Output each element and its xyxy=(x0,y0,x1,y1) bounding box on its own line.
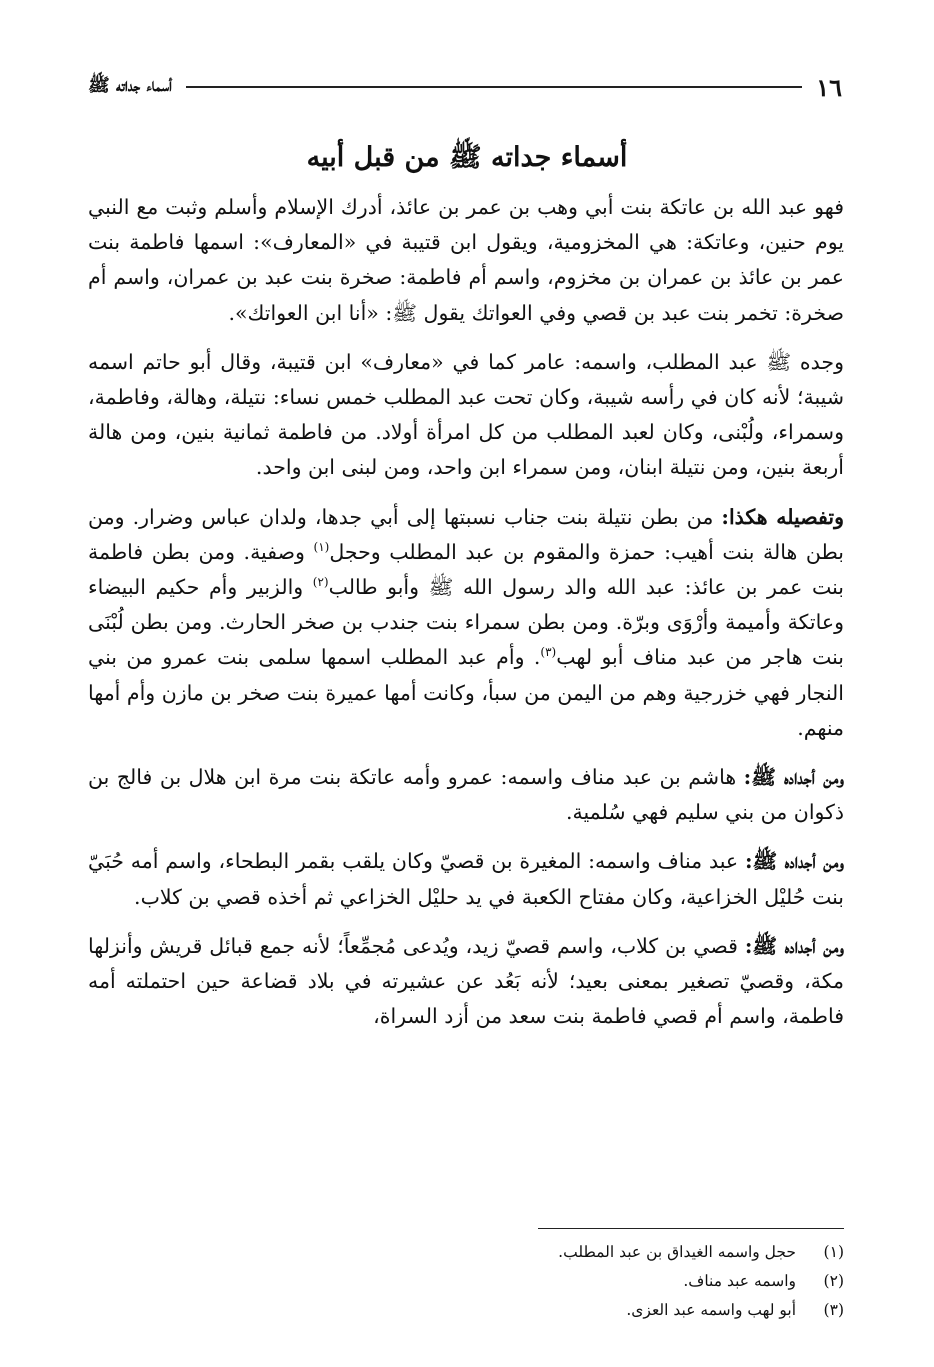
footnotes xyxy=(88,1238,844,1325)
paragraph-3 xyxy=(88,500,844,746)
paragraph-text: هاشم بن عبد مناف واسمه: عمرو وأمه عاتكة بنت مرة ابن هلال بن فالج بن ذكوان من بني سليم فهي سُلمية. xyxy=(88,765,844,825)
footnote-text: واسمه عبد مناف. xyxy=(683,1272,796,1290)
paragraph-text: قصي بن كلاب، واسم قصيّ زيد، ويُدعى مُجمِّعاً؛ لأنه جمع قبائل قريش وأنزلها مكة، وقصيّ تصغير بمعنى بعيد؛ لأنه بَعُد عن عشيرته في بلاد قضاعة حين احتملته أمه فاطمة، واسم أم قصي فاطمة بنت سعد من أزد السراة، xyxy=(88,933,844,1029)
body-text xyxy=(88,190,844,1048)
footnote-number: (٣) xyxy=(823,1301,844,1319)
footnote-2 xyxy=(88,1267,844,1296)
chapter-title: أسماء جداته ﷺ من قبل أبيه xyxy=(306,142,628,173)
paragraph-lead: ومن أجداده ﷺ: xyxy=(744,933,844,958)
paragraph-text: . وأم عبد المطلب اسمها سلمى بنت عمرو من بني النجار فهي خزرجية وهم من اليمن من سبأ، وكانت أمها عميرة بنت صخر بن مازن وأم أمها منهم. xyxy=(88,645,844,740)
footnote-ref-2: (٢) xyxy=(312,575,329,590)
footnote-number: (١) xyxy=(823,1243,844,1261)
paragraph-text: عبد مناف واسمه: المغيرة بن قصيّ وكان يلقب بقمر البطحاء، واسم أمه حُبَيّ بنت حُليْل الخزاعية، وكان مفتاح الكعبة في يد حليْل الخزاعي ثم أخذه قصي بن كلاب. xyxy=(88,849,844,909)
paragraph-4 xyxy=(88,760,844,830)
running-header xyxy=(88,70,842,104)
footnote-number: (٢) xyxy=(823,1272,844,1290)
footnote-3 xyxy=(88,1296,844,1325)
paragraph-text: وصفية. ومن بطن فاطمة بنت عمر بن عائذ: عبد الله والد رسول الله ﷺ وأبو طالب xyxy=(88,539,844,600)
paragraph-lead: وتفصيله هكذا: xyxy=(721,504,844,529)
paragraph-lead: ومن أجداده ﷺ: xyxy=(743,765,845,790)
paragraph-1: فهو عبد الله بن عاتكة بنت أبي وهب بن عمر بن عائذ، أدرك الإسلام وأسلم وثبت مع النبي يوم حنين، وعاتكة: هي المخزومية، ويقول ابن قتيبة في «المعارف»: اسمها فاطمة بنت عمر بن عائذ بن عمران بن مخزوم، واسم أم فاطمة: صخرة بنت عبد بن عمران، واسم أم صخرة: تخمر بنت عبد بن قصي وفي العواتك يقول ﷺ: «أنا ابن العواتك». xyxy=(88,195,844,325)
footnote-ref-3: (٣) xyxy=(540,645,557,660)
page-number: ١٦ xyxy=(816,72,842,102)
paragraph-2: وجده ﷺ عبد المطلب، واسمه: عامر كما في «معارف» ابن قتيبة، وقال أبو حاتم اسمه شيبة؛ لأنه كان في رأسه شيبة، وكان تحت عبد المطلب خمس نساء: نتيلة، وهالة، وفاطمة، وسمراء، ولُبْنى، وكان لعبد المطلب من كل امرأة أولاد. من فاطمة ثمانية بنين، ومن هالة أربعة بنين، ومن نتيلة ابنان، ومن سمراء ابن واحد، ومن لبنى ابن واحد. xyxy=(88,349,844,480)
footnote-divider xyxy=(538,1228,844,1229)
paragraph-5 xyxy=(88,844,844,914)
footnote-text: أبو لهب واسمه عبد العزى. xyxy=(626,1301,796,1319)
paragraph-text: من بطن نتيلة بنت جناب نسبتها إلى أبي جدها، ولدان عباس وضرار. ومن بطن هالة بنت أهيب: حمزة والمقوم بن عبد المطلب وحجل xyxy=(88,504,844,564)
footnote-ref-1: (١) xyxy=(313,540,330,554)
header-rule xyxy=(186,86,802,88)
paragraph-lead: ومن أجداده ﷺ: xyxy=(744,849,844,874)
paragraph-6 xyxy=(88,929,844,1035)
footnote-text: حجل واسمه الغيداق بن عبد المطلب. xyxy=(558,1243,796,1261)
paragraph-text: والزبير وأم حكيم البيضاء وعاتكة وأميمة وأرْوَى وبرّة. ومن بطن سمراء بنت جندب بن صخر الحارث. ومن بطن لُبْنَى بنت هاجر من عبد مناف أبو لهب xyxy=(88,575,845,670)
footnote-1 xyxy=(88,1238,844,1267)
running-title: أسماء جداته ﷺ xyxy=(88,75,173,96)
